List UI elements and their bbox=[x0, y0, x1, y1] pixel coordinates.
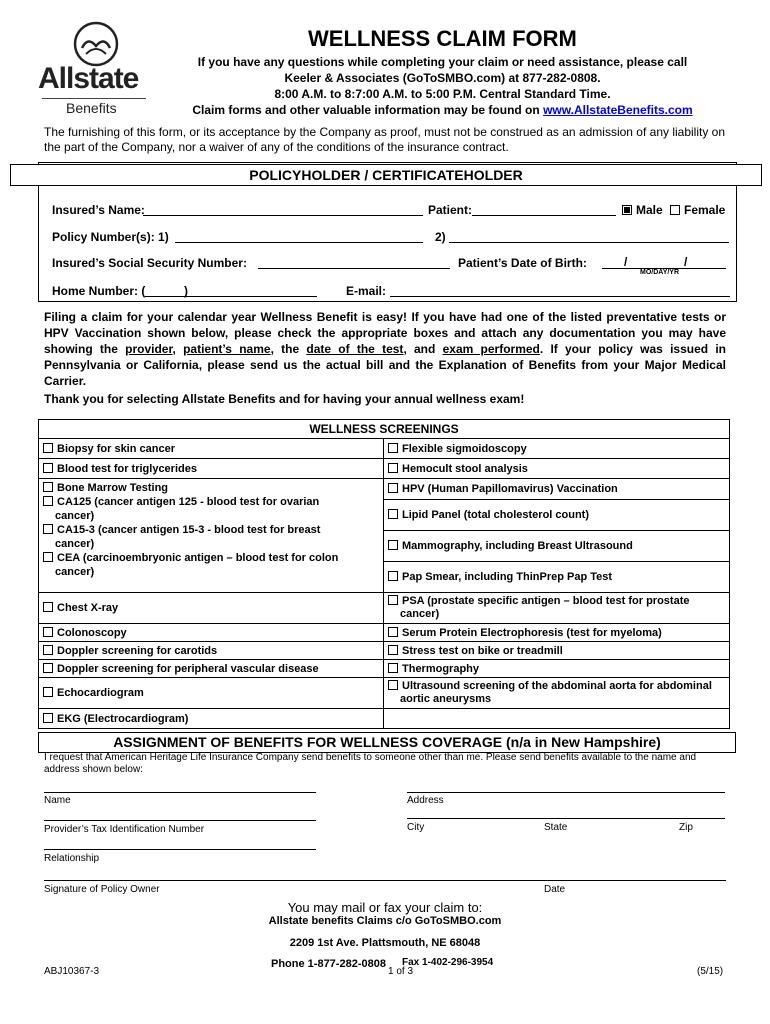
tax-id-label: Provider’s Tax Identification Number bbox=[44, 824, 205, 835]
screening-checkbox[interactable] bbox=[43, 463, 53, 473]
insured-name-field[interactable] bbox=[143, 215, 423, 216]
screenings-title: WELLNESS SCREENINGS bbox=[39, 420, 730, 439]
screening-option[interactable]: Lipid Panel (total cholesterol count) bbox=[384, 500, 730, 531]
relationship-field[interactable] bbox=[44, 849, 316, 850]
home-number-close: ) bbox=[184, 284, 188, 298]
screening-option[interactable]: Flexible sigmoidoscopy bbox=[384, 439, 730, 459]
instructions-text: Filing a claim for your calendar year Wellness Benefit is easy! If you have had one of the listed preventative tests or HPV Vaccination shown below, please check the appropriate boxes and attach any documentation you may have showing the provider, patient’s name, the date of the test, and exam performed. If your policy was issued in Pennsylvania or California, please send us the actual bill and the Explanation of Benefits from your Major Medical Carrier. bbox=[44, 310, 727, 388]
mail-address: 2209 1st Ave. Plattsmouth, NE 68048 bbox=[289, 937, 481, 949]
screening-checkbox[interactable] bbox=[388, 627, 398, 637]
screening-checkbox[interactable] bbox=[43, 602, 53, 612]
screening-checkbox[interactable] bbox=[388, 680, 398, 690]
male-checkbox[interactable] bbox=[622, 205, 632, 215]
policy-number-label: Policy Number(s): 1) bbox=[52, 230, 169, 244]
assignee-name-field[interactable] bbox=[44, 792, 316, 793]
mail-fax: Fax 1-402-296-3954 bbox=[402, 957, 494, 968]
home-number-field[interactable] bbox=[145, 296, 317, 297]
screening-checkbox[interactable] bbox=[43, 443, 53, 453]
screening-checkbox[interactable] bbox=[43, 482, 53, 492]
assignment-section-title: ASSIGNMENT OF BENEFITS FOR WELLNESS COVERAGE (n/a in New Hampshire) bbox=[38, 732, 736, 753]
tax-id-field[interactable] bbox=[44, 820, 316, 821]
dob-separator: / bbox=[624, 255, 628, 269]
screening-option[interactable]: Stress test on bike or treadmill bbox=[384, 642, 730, 660]
screening-option[interactable]: Serum Protein Electrophoresis (test for myeloma) bbox=[384, 624, 730, 642]
screening-option[interactable]: Blood test for triglycerides bbox=[39, 459, 384, 479]
disclaimer-text: The furnishing of this form, or its acceptance by the Company as proof, must not be construed as an admission of any liability on the part of the Company, nor a waiver of any of the conditions of the insurance contract. bbox=[44, 125, 726, 154]
policy-number-2-field[interactable] bbox=[449, 242, 729, 243]
city-label: City bbox=[407, 822, 425, 833]
screening-option[interactable]: Chest X-ray bbox=[39, 593, 384, 624]
screening-option[interactable]: Doppler screening for carotids bbox=[39, 642, 384, 660]
signature-label: Signature of Policy Owner bbox=[44, 884, 160, 895]
assignee-address-field[interactable] bbox=[407, 792, 725, 793]
hands-logo-icon bbox=[38, 18, 158, 68]
screening-option[interactable]: PSA (prostate specific antigen – blood test for prostate cancer) bbox=[384, 593, 730, 624]
screening-empty-cell bbox=[384, 709, 730, 729]
logo-brand: Allstate bbox=[38, 62, 139, 95]
allstate-logo bbox=[38, 18, 158, 118]
help-box bbox=[165, 54, 720, 118]
help-line: 8:00 A.M. to 8:7:00 A.M. to 5:00 P.M. Central Standard Time. bbox=[274, 87, 611, 101]
address-label: Address bbox=[407, 795, 444, 806]
email-field[interactable] bbox=[390, 296, 730, 297]
dob-separator: / bbox=[684, 255, 688, 269]
patient-field[interactable] bbox=[472, 215, 616, 216]
screening-checkbox[interactable] bbox=[43, 552, 53, 562]
state-label: State bbox=[544, 822, 568, 833]
policy-number-1-field[interactable] bbox=[175, 242, 423, 243]
screening-checkbox[interactable] bbox=[43, 645, 53, 655]
male-option[interactable]: Male bbox=[622, 203, 663, 217]
thanks-text: Thank you for selecting Allstate Benefits and for having your annual wellness exam! bbox=[44, 392, 525, 406]
zip-label: Zip bbox=[679, 822, 693, 833]
assignment-text: I request that American Heritage Life Insurance Company send benefits to someone other than me. Please send benefits available to the name and address shown below: bbox=[44, 752, 697, 775]
screening-option[interactable]: Hemocult stool analysis bbox=[384, 459, 730, 479]
patient-label: Patient: bbox=[428, 203, 473, 217]
page-number: 1 of 3 bbox=[388, 966, 414, 977]
help-line: Claim forms and other valuable information may be found on www.AllstateBenefits.com bbox=[192, 103, 693, 117]
screening-option[interactable]: Pap Smear, including ThinPrep Pap Test bbox=[384, 562, 730, 593]
screening-option[interactable]: Colonoscopy bbox=[39, 624, 384, 642]
screening-option[interactable]: Bone Marrow Testing bbox=[43, 481, 379, 495]
dob-format-hint: MO/DAY/YR bbox=[640, 269, 680, 276]
policy-number-2-label: 2) bbox=[435, 230, 446, 244]
screening-option[interactable]: Biopsy for skin cancer bbox=[39, 439, 384, 459]
screening-checkbox[interactable] bbox=[388, 645, 398, 655]
screening-option[interactable]: CA15-3 (cancer antigen 15-3 - blood test for breast cancer) bbox=[43, 523, 379, 551]
screening-checkbox[interactable] bbox=[388, 463, 398, 473]
screening-option[interactable]: Thermography bbox=[384, 660, 730, 678]
date-label: Date bbox=[544, 884, 566, 895]
screening-checkbox[interactable] bbox=[388, 571, 398, 581]
wellness-screenings-table bbox=[38, 419, 730, 729]
screening-checkbox[interactable] bbox=[388, 540, 398, 550]
dob-label: Patient’s Date of Birth: bbox=[458, 256, 587, 270]
mail-recipient: Allstate benefits Claims c/o GoToSMBO.com bbox=[268, 915, 502, 927]
form-title: WELLNESS CLAIM FORM bbox=[308, 26, 577, 51]
email-label: E-mail: bbox=[346, 284, 387, 298]
screening-group bbox=[39, 479, 384, 593]
ssn-label: Insured’s Social Security Number: bbox=[52, 256, 247, 270]
screening-option[interactable]: Ultrasound screening of the abdominal aorta for abdominal aortic aneurysms bbox=[384, 678, 730, 709]
city-state-zip-field[interactable] bbox=[407, 818, 725, 819]
policyholder-section-title: POLICYHOLDER / CERTIFICATEHOLDER bbox=[10, 164, 762, 186]
screening-checkbox[interactable] bbox=[43, 713, 53, 723]
name-label: Name bbox=[44, 795, 71, 806]
relationship-label: Relationship bbox=[44, 853, 100, 864]
home-number-label: Home Number: ( bbox=[52, 284, 146, 298]
female-option[interactable]: Female bbox=[670, 203, 725, 217]
screening-option[interactable]: CA125 (cancer antigen 125 - blood test for ovarian cancer) bbox=[43, 495, 379, 523]
screening-option[interactable]: Echocardiogram bbox=[39, 678, 384, 709]
insured-name-label: Insured’s Name: bbox=[52, 203, 145, 217]
benefits-website-link[interactable]: www.AllstateBenefits.com bbox=[543, 103, 693, 117]
screening-checkbox[interactable] bbox=[43, 524, 53, 534]
screening-option[interactable]: HPV (Human Papillomavirus) Vaccination bbox=[384, 479, 730, 500]
screening-checkbox[interactable] bbox=[43, 687, 53, 697]
ssn-field[interactable] bbox=[258, 268, 450, 269]
screening-checkbox[interactable] bbox=[388, 595, 398, 605]
help-line: If you have any questions while completing your claim or need assistance, please call bbox=[197, 55, 688, 69]
logo-divider bbox=[42, 98, 146, 99]
form-code: ABJ10367-3 bbox=[44, 966, 100, 977]
logo-sub: Benefits bbox=[66, 100, 117, 116]
screening-checkbox[interactable] bbox=[43, 663, 53, 673]
screening-option[interactable]: EKG (Electrocardiogram) bbox=[39, 709, 384, 729]
screening-checkbox[interactable] bbox=[388, 663, 398, 673]
revision-date: (5/15) bbox=[697, 966, 724, 977]
screening-checkbox[interactable] bbox=[388, 483, 398, 493]
help-line: Keeler & Associates (GoToSMBO.com) at 877-282-0808. bbox=[284, 71, 601, 85]
female-checkbox[interactable] bbox=[670, 205, 680, 215]
screening-option[interactable]: Doppler screening for peripheral vascular disease bbox=[39, 660, 384, 678]
screening-checkbox[interactable] bbox=[43, 496, 53, 506]
screening-checkbox[interactable] bbox=[388, 509, 398, 519]
screening-checkbox[interactable] bbox=[43, 627, 53, 637]
screening-option[interactable]: Mammography, including Breast Ultrasound bbox=[384, 531, 730, 562]
screening-checkbox[interactable] bbox=[388, 443, 398, 453]
mail-instructions: You may mail or fax your claim to: bbox=[287, 900, 483, 915]
mail-phone: Phone 1-877-282-0808 bbox=[271, 958, 386, 970]
signature-field[interactable] bbox=[44, 880, 726, 881]
screening-option[interactable]: CEA (carcinoembryonic antigen – blood test for colon cancer) bbox=[43, 551, 379, 579]
